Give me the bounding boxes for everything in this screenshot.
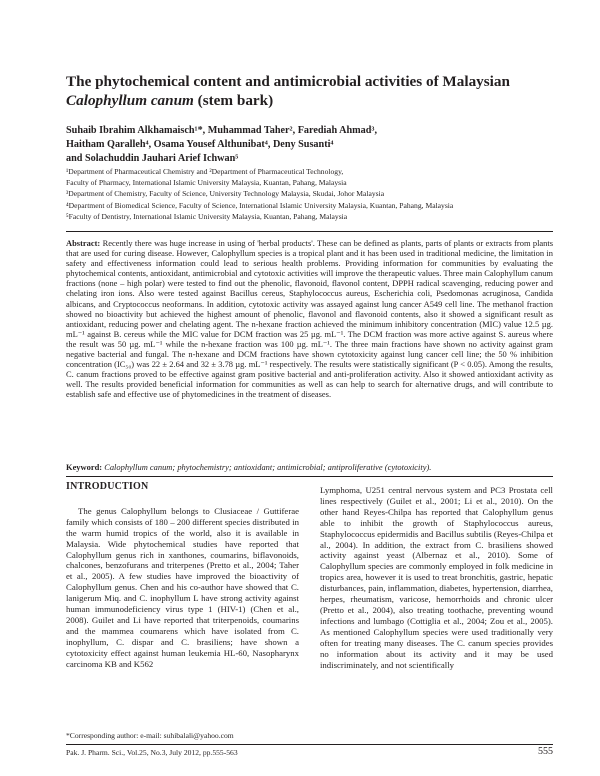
affiliation-line: Faculty of Pharmacy, International Islamic University Malaysia, Kuantan, Pahang, Malaysia <box>66 178 347 188</box>
column-left <box>66 482 299 670</box>
keywords-label: Keyword: <box>66 462 103 472</box>
affiliation-line: ¹Department of Pharmaceutical Chemistry and ²Department of Pharmaceutical Technology, <box>66 167 344 176</box>
affiliation-line: ⁴Department of Biomedical Science, Faculty of Science, International Islamic University Malaysia, Kuantan, Pahang, Malaysia <box>66 200 454 210</box>
author-line: Suhaib Ibrahim Alkhamaisch¹*, Muhammad Taher², Farediah Ahmad³, <box>66 125 377 136</box>
affiliation-line: ⁵Faculty of Dentistry, International Islamic University Malaysia, Kuantan, Pahang, Malaysia <box>66 211 348 221</box>
paper-title <box>66 72 556 110</box>
divider-top <box>66 231 553 232</box>
affiliation-line: ³Department of Chemistry, Faculty of Science, University Technology Malaysia, Skudai, Johor Malaysia <box>66 189 385 199</box>
section-heading-introduction: INTRODUCTION <box>66 481 149 492</box>
keywords <box>66 462 553 472</box>
intro-paragraph-right: Lymphoma, U251 central nervous system and PC3 Prostata cell lines respectively (Guilet et al., 2001; Li et al., 2010). On the other hand Reyes-Chilpa has reported that Calophyllum genus able to inhibit the growth of Staphylococcus aureus, Staphylococcus epidermidis and Bacillus subtilis (Reyes-Chilpa et al., 2004). In addition, the extract from C. brasiliens showed activity against yeast (Albernaz et al., 2010). Some of Calophyllum species are commonly employed in folk medicine in tropics area, however it is used to treat bronchitis, gastric, hepatic disturbances, pain, inflammation, diabetes, hypertension, diarrhea, herpes, rheumatism, varicose, hemorrhoids and chronic ulcer (Pretto et al., 2004), also treating toothache, preventing wound infections and lumbago (Cottiglia et al., 2004; Zou et al., 2005). As mentioned Calophyllum species were used traditionally very often for treating many diseases. The C. canum species provides no information about its activity and it may be used indiscriminately, and not scientifically <box>320 485 553 670</box>
title-line-2-rest: (stem bark) <box>193 92 274 109</box>
author-line: Haitham Qaralleh⁴, Osama Yousef Althunibat⁴, Deny Susanti⁴ <box>66 139 334 150</box>
divider-bottom <box>66 476 553 477</box>
intro-paragraph-left: The genus Calophyllum belongs to Clusiaceae / Guttiferae family which consists of 180 – 200 different species distributed in the warm humid tropics of the world, also it is available in Malaysia. Wide phytochemical studies have reported that Calophyllum genus rich in xanthones, coumarins, biflavonoids, chalcones, benzofurans and triterpenes (Pretto et al., 2004; Taher et al., 2005). A few studies have improved the bioactivity of Calophyllum genus. Chen and his co-author have showed that C. lanigerum Miq. and C. inophyllum L have strong activity against human immunodeficiency virus type 1 (HIV-1) (Chen et al., 2008). Guilet and Li have reported that triterpenoids, coumarins and the mammea coumarens which have isolated from C. inophyllum, C. dispar and C. brasiliens; have shown a cytotoxicity effect against human leukemia HL-60, Nasopharynx carcinoma KB and K562 <box>66 505 299 669</box>
column-right <box>320 485 553 670</box>
page-number: 555 <box>538 746 553 757</box>
abstract-label: Abstract: <box>66 238 101 248</box>
abstract <box>66 238 553 400</box>
keywords-text: Calophyllum canum; phytochemistry; antioxidant; antimicrobial; antiproliferative (cytotoxicity). <box>104 462 432 472</box>
affiliations <box>66 166 556 222</box>
corresponding-author-footnote: *Corresponding author: e-mail: suhibalali@yahoo.com <box>66 731 234 740</box>
journal-citation: Pak. J. Pharm. Sci., Vol.25, No.3, July 2012, pp.555-563 <box>66 748 238 757</box>
author-line: and Solachuddin Jauhari Arief Ichwan⁵ <box>66 153 239 164</box>
author-list <box>66 124 556 166</box>
title-species: Calophyllum canum <box>66 92 194 109</box>
title-line-1: The phytochemical content and antimicrobial activities of Malaysian <box>66 73 510 90</box>
footer-divider <box>66 744 553 745</box>
abstract-text: Recently there was huge increase in using of 'herbal products'. These can be defined as plants, parts of plants or extracts from plants that are used for curing disease. However, Calophyllum species is a tropical plant and it has been used in traditional medicine, the limitation in safety and effectiveness information could lead to serious health problems. Providing information for communities by evaluating the phytochemical contents, antioxidant, antimicrobial and cytotoxic activities will improve the therapeutic values. Three main Calophyllum canum fractions (none – high polar) were tested to find out the phenolic, flavonoid, flavonol content, DPPH radical scavenging, reducing power and chelating iron ions. Also were tested against Bacillus cereus, Staphylococcus aureus, Escherichia coli, Psedomonas acruginosa, Candida albicans, and Cryptococcus neoformans. In addition, cytotoxic activity was assayed against lung cancer A549 cell line. The methanol fraction showed no bioactivity but achieved the highest amount of phenolic, flavonol and flavonoid contents, also it showed a significant result as antioxidant, reducing power and chelating agent. The n-hexane fraction achieved the minimum inhibitory concentration (MIC) value 12.5 µg. mL⁻¹ against B. cereus while the MIC value for DCM fraction was 25 µg. mL⁻¹. The DCM fraction was more active against S. aureus where the result was 50 µg. mL⁻¹ while the n-hexane fraction was 100 µg. mL⁻¹. The three main fractions have shown no activity against gram negative bacterial and fungal. The n-hexane and DCM fractions have shown cytotoxicity against lung cancer cell line; the 50 % inhibition concentration (IC₅₀) was 22 ± 2.64 and 32 ± 3.78 µg. mL⁻¹ respectively. The results were statistically significant (P < 0.05). Among the results, C. canum fractions proved to be effective against gram positive bacterial and anti-proliferation activity. Also it showed antioxidant activity as well. The results provided beneficial information for communities as well as can help to search for alternative drugs, and will contribute to establish safe and effective use of phytomedicines in the treatment of diseases. <box>66 238 554 400</box>
